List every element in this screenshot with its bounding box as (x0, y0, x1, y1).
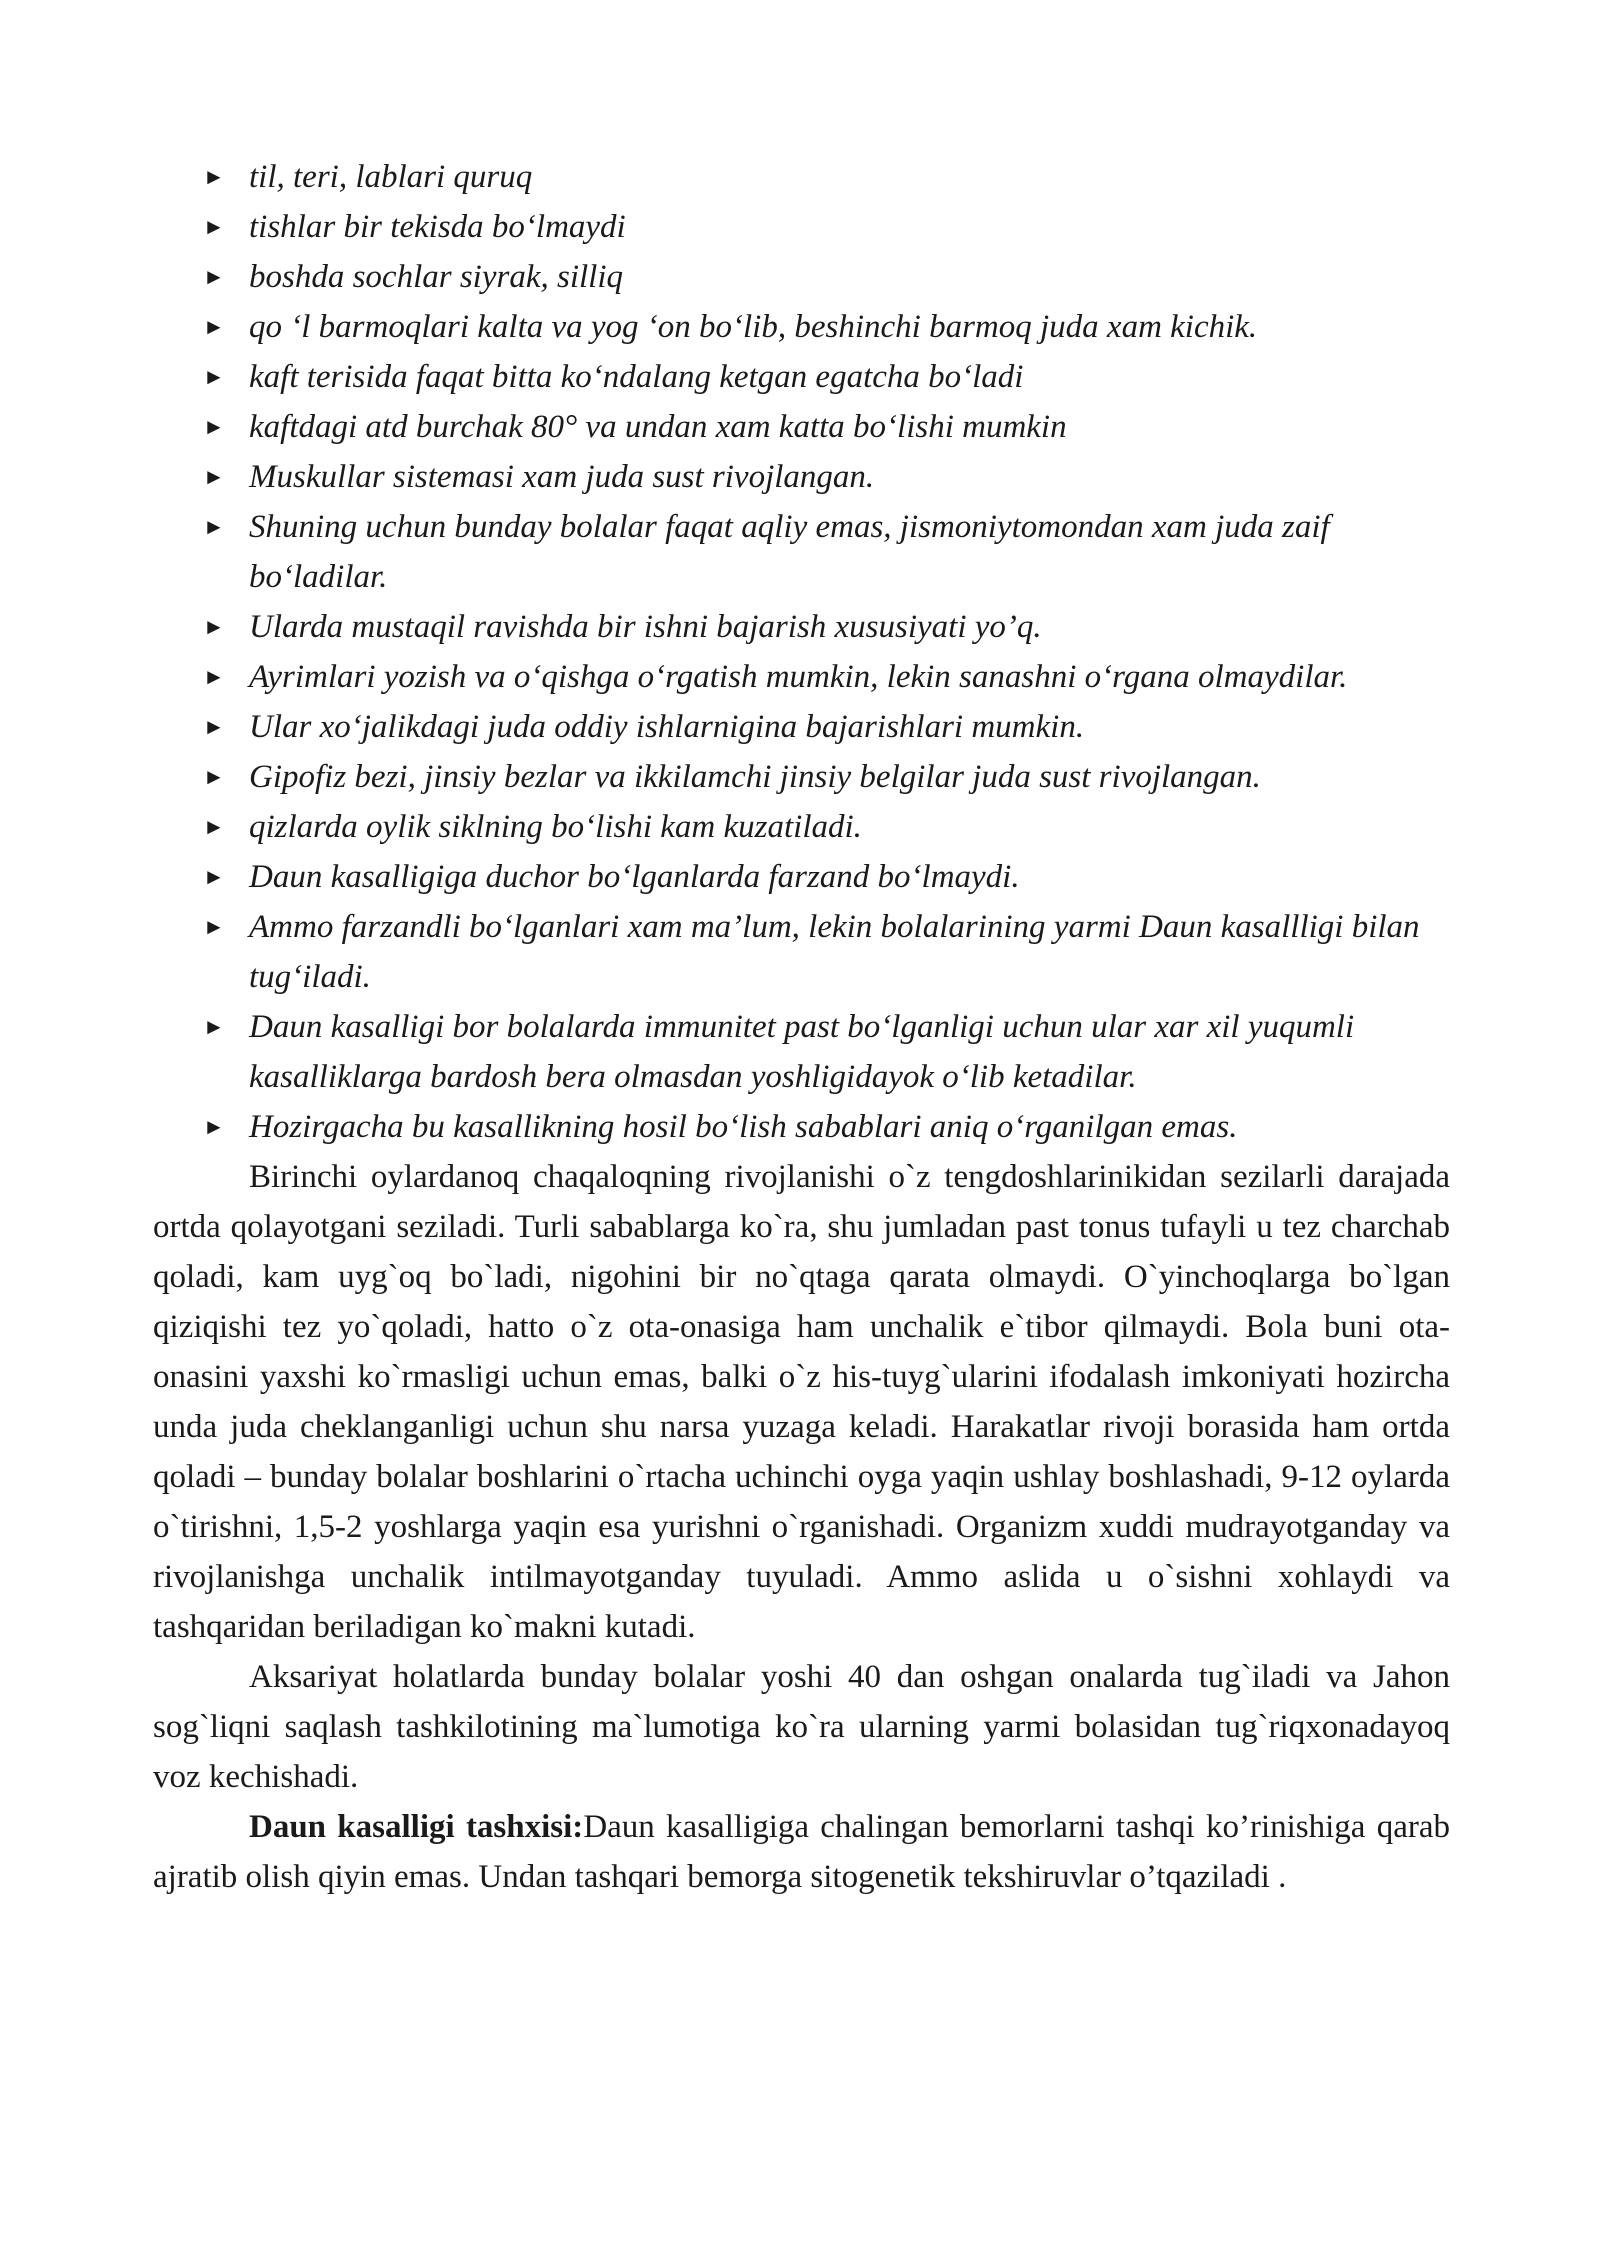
list-item-text: Daun kasalligi bor bolalarda immunitet past bo‘lganligi uchun ular xar xil yuqumli kasalliklarga bardosh bera olmasdan yoshligidayok o‘lib ketadilar. (249, 1009, 1355, 1095)
list-item (153, 652, 1450, 702)
list-item-text: til, teri, lablari quruq (249, 159, 533, 195)
list-item-text: kaftdagi atd burchak 80° va undan xam katta bo‘lishi mumkin (249, 409, 1067, 445)
symptom-bullet-list (153, 152, 1450, 1152)
list-item (153, 1002, 1450, 1102)
list-item (153, 902, 1450, 1002)
list-item (153, 252, 1450, 302)
bullet-arrow-icon: ► (203, 1114, 225, 1139)
list-item (153, 152, 1450, 202)
list-item (153, 302, 1450, 352)
bullet-arrow-icon: ► (203, 814, 225, 839)
list-item (153, 452, 1450, 502)
list-item (153, 1102, 1450, 1152)
bullet-arrow-icon: ► (203, 914, 225, 939)
paragraph-development-delay (153, 1152, 1450, 1652)
list-item (153, 202, 1450, 252)
diagnosis-heading: Daun kasalligi tashxisi: (249, 1809, 584, 1845)
list-item-text: Ammo farzandli bo‘lganlari xam ma’lum, lekin bolalarining yarmi Daun kasallligi bilan tug‘iladi. (249, 909, 1420, 995)
bullet-arrow-icon: ► (203, 414, 225, 439)
bullet-arrow-icon: ► (203, 864, 225, 889)
paragraph-text: Birinchi oylardanoq chaqaloqning rivojlanishi o`z tengdoshlarinikidan sezilarli darajada ortda qolayotgani seziladi. Turli sabablarga ko`ra, shu jumladan past tonus tufayli u tez charchab qoladi, kam uyg`oq bo`ladi, nigohini bir no`qtaga qarata olmaydi. O`yinchoqlarga bo`lgan qiziqishi tez yo`qoladi, hatto o`z ota-onasiga ham unchalik e`tibor qilmaydi. Bola buni ota-onasini yaxshi ko`rmasligi uchun emas, balki o`z his-tuyg`ularini ifodalash imkoniyati hozircha unda juda cheklanganligi uchun shu narsa yuzaga keladi. Harakatlar rivoji borasida ham ortda qoladi – bunday bolalar boshlarini o`rtacha uchinchi oyga yaqin ushlay boshlashadi, 9-12 oylarda o`tirishni, 1,5-2 yoshlarga yaqin esa yurishni o`rganishadi. Organizm xuddi mudrayotganday va rivojlanishga unchalik intilmayotganday tuyuladi. Ammo aslida u o`sishni xohlaydi va tashqaridan beriladigan ko`makni kutadi. (153, 1159, 1450, 1645)
bullet-arrow-icon: ► (203, 614, 225, 639)
list-item (153, 602, 1450, 652)
bullet-arrow-icon: ► (203, 264, 225, 289)
list-item-text: Ular xo‘jalikdagi juda oddiy ishlarnigina bajarishlari mumkin. (249, 709, 1085, 745)
list-item-text: qo ‘l barmoqlari kalta va yog ‘on bo‘lib, beshinchi barmoq juda xam kichik. (249, 309, 1258, 345)
list-item-text: Ayrimlari yozish va o‘qishga o‘rgatish mumkin, lekin sanashni o‘rgana olmaydilar. (249, 659, 1348, 695)
list-item-text: tishlar bir tekisda bo‘lmaydi (249, 209, 626, 245)
list-item-text: Ularda mustaqil ravishda bir ishni bajarish xususiyati yo’q. (249, 609, 1042, 645)
list-item (153, 702, 1450, 752)
list-item (153, 402, 1450, 452)
list-item-text: Gipofiz bezi, jinsiy bezlar va ikkilamchi jinsiy belgilar juda sust rivojlangan. (249, 759, 1261, 795)
bullet-arrow-icon: ► (203, 464, 225, 489)
bullet-arrow-icon: ► (203, 764, 225, 789)
bullet-arrow-icon: ► (203, 664, 225, 689)
list-item (153, 752, 1450, 802)
list-item (153, 852, 1450, 902)
list-item-text: boshda sochlar siyrak, silliq (249, 259, 624, 295)
bullet-arrow-icon: ► (203, 714, 225, 739)
paragraph-maternal-age (153, 1652, 1450, 1802)
list-item-text: Shuning uchun bunday bolalar faqat aqliy emas, jismoniytomondan xam juda zaif bo‘ladilar. (249, 509, 1330, 595)
paragraph-text: Aksariyat holatlarda bunday bolalar yoshi 40 dan oshgan onalarda tug`iladi va Jahon sog`liqni saqlash tashkilotining ma`lumotiga ko`ra ularning yarmi bolasidan tug`riqxonadayoq voz kechishadi. (153, 1659, 1450, 1795)
list-item (153, 352, 1450, 402)
bullet-arrow-icon: ► (203, 164, 225, 189)
list-item-text: Hozirgacha bu kasallikning hosil bo‘lish sabablari aniq o‘rganilgan emas. (249, 1109, 1238, 1145)
bullet-arrow-icon: ► (203, 214, 225, 239)
list-item-text: kaft terisida faqat bitta ko‘ndalang ketgan egatcha bo‘ladi (249, 359, 1024, 395)
bullet-arrow-icon: ► (203, 514, 225, 539)
bullet-arrow-icon: ► (203, 364, 225, 389)
list-item-text: Daun kasalligiga duchor bo‘lganlarda farzand bo‘lmaydi. (249, 859, 1020, 895)
list-item-text: Muskullar sistemasi xam juda sust rivojlangan. (249, 459, 875, 495)
bullet-arrow-icon: ► (203, 1014, 225, 1039)
document-page (153, 152, 1450, 1902)
list-item (153, 502, 1450, 602)
paragraph-text: Daun kasalligiga chalingan bemorlarni tashqi ko’rinishiga qarab ajratib olish qiyin emas. Undan tashqari bemorga sitogenetik tekshiruvlar o’tqaziladi . (153, 1809, 1451, 1895)
list-item (153, 802, 1450, 852)
list-item-text: qizlarda oylik siklning bo‘lishi kam kuzatiladi. (249, 809, 862, 845)
bullet-arrow-icon: ► (203, 314, 225, 339)
paragraph-diagnosis (153, 1802, 1450, 1902)
